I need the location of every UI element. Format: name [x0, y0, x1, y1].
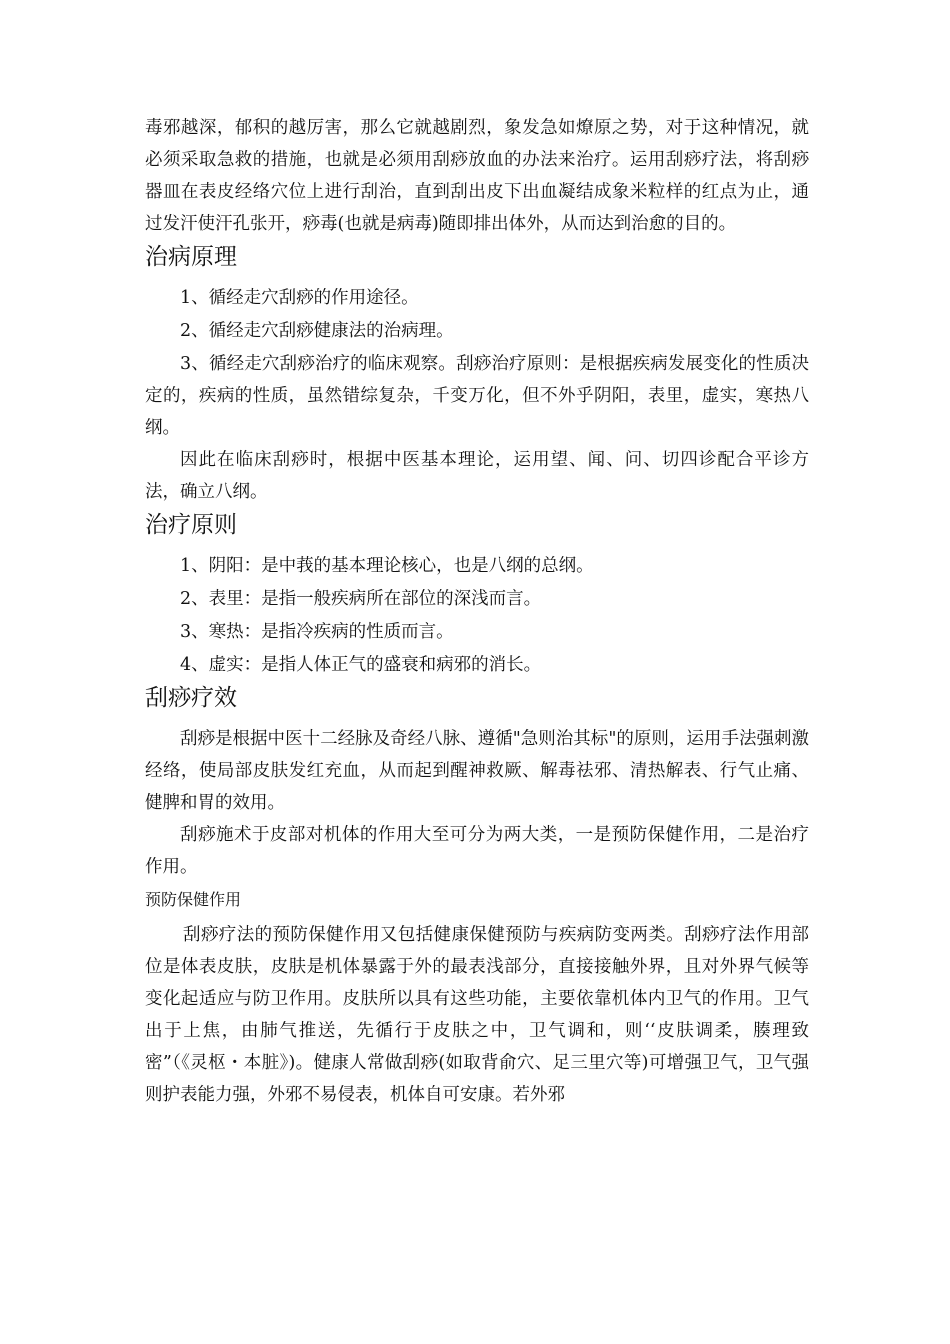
section-heading-efficacy: 刮痧疗效 — [145, 685, 237, 711]
section-heading-treatment-rules: 治疗原则 — [145, 512, 237, 538]
list-item: 2、循经走穴刮痧健康法的治病理。 — [180, 321, 454, 341]
paragraph: 刮痧施术于皮部对机体的作用大至可分为两大类，一是预防保健作用，二是治疗作用。 — [145, 825, 809, 877]
subheading-prevention: 预防保健作用 — [145, 890, 242, 909]
list-item: 1、循经走穴刮痧的作用途径。 — [180, 288, 419, 308]
list-item: 3、寒热：是指冷疾病的性质而言。 — [180, 622, 454, 642]
paragraph: 刮痧疗法的预防保健作用又包括健康保健预防与疾病防变两类。刮痧疗法作用部位是体表皮肤，皮肤是机体暴露于外的最表浅部分，直接接触外界，且对外界气候等变化起适应与防卫作用。皮肤所以具有这些功能，主要依靠机体内卫气的作用。卫气出于上焦，由肺气推送，先循行于皮肤之中，卫气调和，则‘‘皮肤调柔，腠理致密”（《灵枢・本脏》)。健康人常做刮痧(如取背俞穴、足三里穴等)可增强卫气，卫气强则护表能力强，外邪不易侵表，机体自可安康。若外邪 — [145, 925, 809, 1105]
paragraph: 3、循经走穴刮痧治疗的临床观察。刮痧治疗原则：是根据疾病发展变化的性质决定的，疾病的性质，虽然错综复杂，千变万化，但不外乎阴阳，表里，虚实，寒热八纲。 — [145, 354, 809, 438]
list-item: 2、表里：是指一般疾病所在部位的深浅而言。 — [180, 589, 542, 609]
document-page — [145, 112, 809, 1111]
paragraph: 刮痧是根据中医十二经脉及奇经八脉、遵循"急则治其标"的原则，运用手法强刺激经络，使局部皮肤发红充血，从而起到醒神救厥、解毒祛邪、清热解表、行气止痛、健脾和胃的效用。 — [145, 729, 809, 813]
section-heading-principle: 治病原理 — [145, 244, 237, 270]
list-item: 4、虚实：是指人体正气的盛衰和病邪的消长。 — [180, 655, 542, 675]
paragraph: 因此在临床刮痧时，根据中医基本理论，运用望、闻、问、切四诊配合平诊方法，确立八纲。 — [145, 450, 809, 502]
list-item: 1、阴阳：是中莪的基本理论核心，也是八纲的总纲。 — [180, 556, 594, 576]
intro-paragraph: 毒邪越深，郁积的越厉害，那么它就越剧烈，象发急如燎原之势，对于这种情况，就必须采取急救的措施，也就是必须用刮痧放血的办法来治疗。运用刮痧疗法，将刮痧器皿在表皮经络穴位上进行刮治，直到刮出皮下出血凝结成象米粒样的红点为止，通过发汗使汗孔张开，痧毒(也就是病毒)随即排出体外，从而达到治愈的目的。 — [145, 118, 809, 234]
